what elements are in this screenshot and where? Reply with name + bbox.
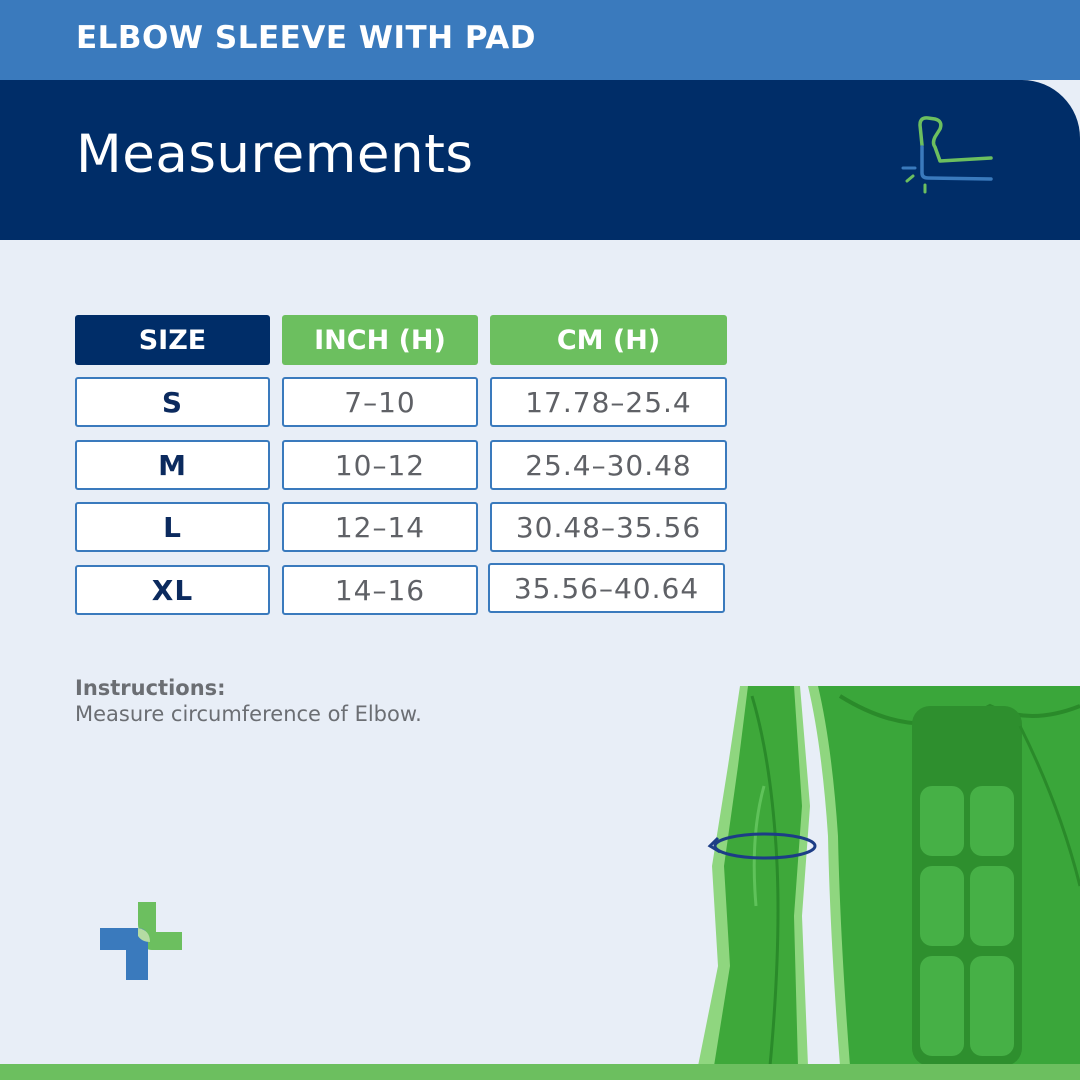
size-cell: S bbox=[75, 377, 270, 427]
medical-cross-logo bbox=[98, 898, 184, 984]
instructions-text: Measure circumference of Elbow. bbox=[75, 702, 422, 726]
cm-cell: 35.56–40.64 bbox=[488, 563, 725, 613]
inch-cell: 7–10 bbox=[282, 377, 478, 427]
size-cell: M bbox=[75, 440, 270, 490]
inch-cell: 10–12 bbox=[282, 440, 478, 490]
inch-cell: 14–16 bbox=[282, 565, 478, 615]
instructions bbox=[75, 676, 422, 726]
elbow-flex-icon bbox=[895, 113, 1000, 218]
instructions-title: Instructions: bbox=[75, 676, 226, 700]
section-header bbox=[0, 80, 1080, 240]
header-cm: CM (H) bbox=[490, 315, 727, 365]
size-cell: L bbox=[75, 502, 270, 552]
top-banner bbox=[0, 0, 1080, 80]
cm-cell: 25.4–30.48 bbox=[490, 440, 727, 490]
page-title: Measurements bbox=[76, 124, 474, 185]
header-inch: INCH (H) bbox=[282, 315, 478, 365]
size-cell: XL bbox=[75, 565, 270, 615]
bottom-accent-bar bbox=[0, 1064, 1080, 1080]
product-title: ELBOW SLEEVE WITH PAD bbox=[76, 20, 536, 56]
cm-cell: 17.78–25.4 bbox=[490, 377, 727, 427]
muscle-anatomy-illustration bbox=[690, 686, 1080, 1066]
inch-cell: 12–14 bbox=[282, 502, 478, 552]
header-size: SIZE bbox=[75, 315, 270, 365]
cm-cell: 30.48–35.56 bbox=[490, 502, 727, 552]
